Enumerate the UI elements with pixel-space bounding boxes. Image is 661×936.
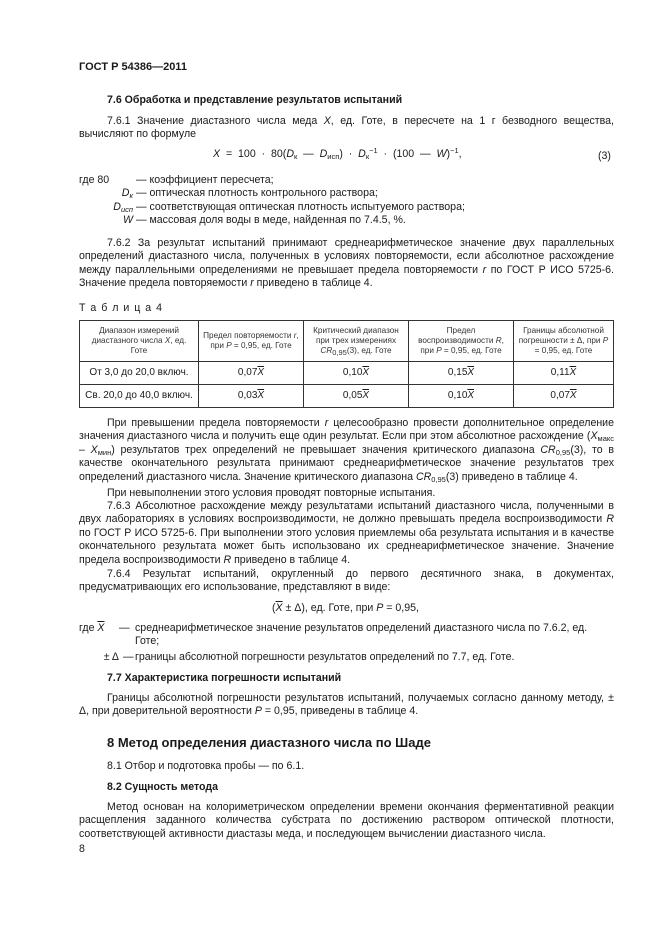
- table-cell: Св. 20,0 до 40,0 включ.: [80, 385, 199, 408]
- table-cell: $0,07\overline{X}$: [199, 362, 304, 385]
- table-4: [79, 320, 614, 408]
- table-cell: $0,03\overline{X}$: [199, 385, 304, 408]
- paragraph-noncompliance: При невыполнении этого условия проводят повторные испытания.: [107, 487, 436, 499]
- page-number: 8: [79, 843, 85, 855]
- section-8-title: 8 Метод определения диастазного числа по Шаде: [107, 735, 431, 750]
- table-header-cell: Диапазон измерений диастазного числа X, ед. Готе: [80, 321, 199, 362]
- table-header-row: [80, 321, 614, 362]
- table-header-cell: Границы абсолютной погрешности ± Δ, при P = 0,95, ед. Готе: [514, 321, 614, 362]
- legend-item: $D_к$ — оптическая плотность контрольного раствора;: [121, 187, 378, 201]
- section-7-7-title: 7.7 Характеристика погрешности испытаний: [107, 672, 342, 684]
- formula: $X = 100 \cdot 80(D_к$ — $D_{исп}) \cdot D_к^{-1} \cdot (100$ — W)$^{-1}$,: [213, 146, 462, 161]
- result-form: $(\overline{X} \pm \Delta)$, ед. Готе, при P = 0,95,: [272, 602, 419, 614]
- formula-number: (3): [598, 150, 611, 162]
- paragraph-7-7: Границы абсолютной погрешности результатов испытаний, получаемых согласно данному методу, ± Δ, при доверительной вероятности P = 0,95, приведены в таблице 4.: [79, 692, 614, 718]
- legend-item: где 80 — коэффициент пересчета;: [79, 174, 274, 186]
- table-header-cell: Критический диапазон при трех измерениях $CR_{0,95}(3)$, ед. Готе: [304, 321, 409, 362]
- paragraph-7-6-4: 7.6.4 Результат испытаний, округленный до первого десятичного знака, в документах, предусматривающих его использование, представляют в виде:: [79, 568, 614, 594]
- paragraph-8-2: Метод основан на колориметрическом определении времени окончания ферментативной реакции расщепления заданного количества субстрата по достижению раствором оптической плотности, соответствующей активности диастазы меда, и последующем вычислении диастазного числа.: [79, 801, 614, 840]
- paragraph-repeatability-exceeded: При превышении предела повторяемости r целесообразно провести дополнительное определение значения диастазного числа и получить еще один результат. Если при этом абсолютное расхождение $(X_{макс} - X_{мин})$ результатов трех определений не превышает значения критического диапазона $CR_{0,95}(3)$, то в качестве окончательного результата принимают среднеарифметическое значение результатов трех определений диастазного числа. Значение критического диапазона $CR_{0,95}(3)$ приведено в таблице 4.: [79, 417, 614, 484]
- table-cell: $0,05\overline{X}$: [304, 385, 409, 408]
- section-8-2-title: 8.2 Сущность метода: [107, 781, 219, 793]
- table-cell: $0,11\overline{X}$: [514, 362, 614, 385]
- table-row: [80, 385, 614, 408]
- result-legend: [79, 622, 614, 664]
- table-cell: $0,15\overline{X}$: [409, 362, 514, 385]
- table-cell: $0,10\overline{X}$: [304, 362, 409, 385]
- standard-header: ГОСТ Р 54386—2011: [79, 61, 187, 73]
- paragraph-7-6-1: 7.6.1 Значение диастазного числа меда X, ед. Готе, в пересчете на 1 г безводного вещества, вычисляют по формуле: [79, 115, 614, 141]
- table-header-cell: Предел повторяемости r, при P = 0,95, ед. Готе: [199, 321, 304, 362]
- table-header-cell: Предел воспроизводимости R, при P = 0,95, ед. Готе: [409, 321, 514, 362]
- table-caption: Т а б л и ц а 4: [79, 302, 163, 314]
- paragraph-7-6-2: 7.6.2 За результат испытаний принимают среднеарифметическое значение двух параллельных определений диастазного числа, полученных в условиях повторяемости, если абсолютное расхождение между параллельными определениями не превышает предела повторяемости r по ГОСТ Р ИСО 5725-6. Значение предела повторяемости r приведено в таблице 4.: [79, 237, 614, 290]
- legend-item: W — массовая доля воды в меде, найденная по 7.4.5, %.: [123, 214, 406, 227]
- legend-item: $D_{исп}$ — соответствующая оптическая плотность испытуемого раствора;: [113, 200, 465, 214]
- formula-legend: [79, 174, 465, 228]
- legend-item: ± Δ — границы абсолютной погрешности результатов определений по 7.7, ед. Готе.: [103, 650, 515, 663]
- table-row: [80, 362, 614, 385]
- table-cell: $0,07\overline{X}$: [514, 385, 614, 408]
- section-7-6-title: 7.6 Обработка и представление результатов испытаний: [107, 94, 403, 106]
- table-cell: От 3,0 до 20,0 включ.: [80, 362, 199, 385]
- paragraph-8-1: 8.1 Отбор и подготовка пробы — по 6.1.: [107, 760, 305, 772]
- table-cell: $0,10\overline{X}$: [409, 385, 514, 408]
- legend-item: где $\overline{X}$ — среднеарифметическое значение результатов определений диастазного числа по 7.6.2, ед. Готе;: [79, 622, 588, 648]
- paragraph-7-6-3: 7.6.3 Абсолютное расхождение между результатами испытаний диастазного числа, полученными в двух лабораториях в условиях воспроизводимости, не должно превышать предела воспроизводимости R по ГОСТ Р ИСО 5725-6. При выполнении этого условия приемлемы оба результата испытания и в качестве окончательного результата может быть использовано их среднеарифметическое значение. Значение предела воспроизводимости R приведено в таблице 4.: [79, 500, 614, 566]
